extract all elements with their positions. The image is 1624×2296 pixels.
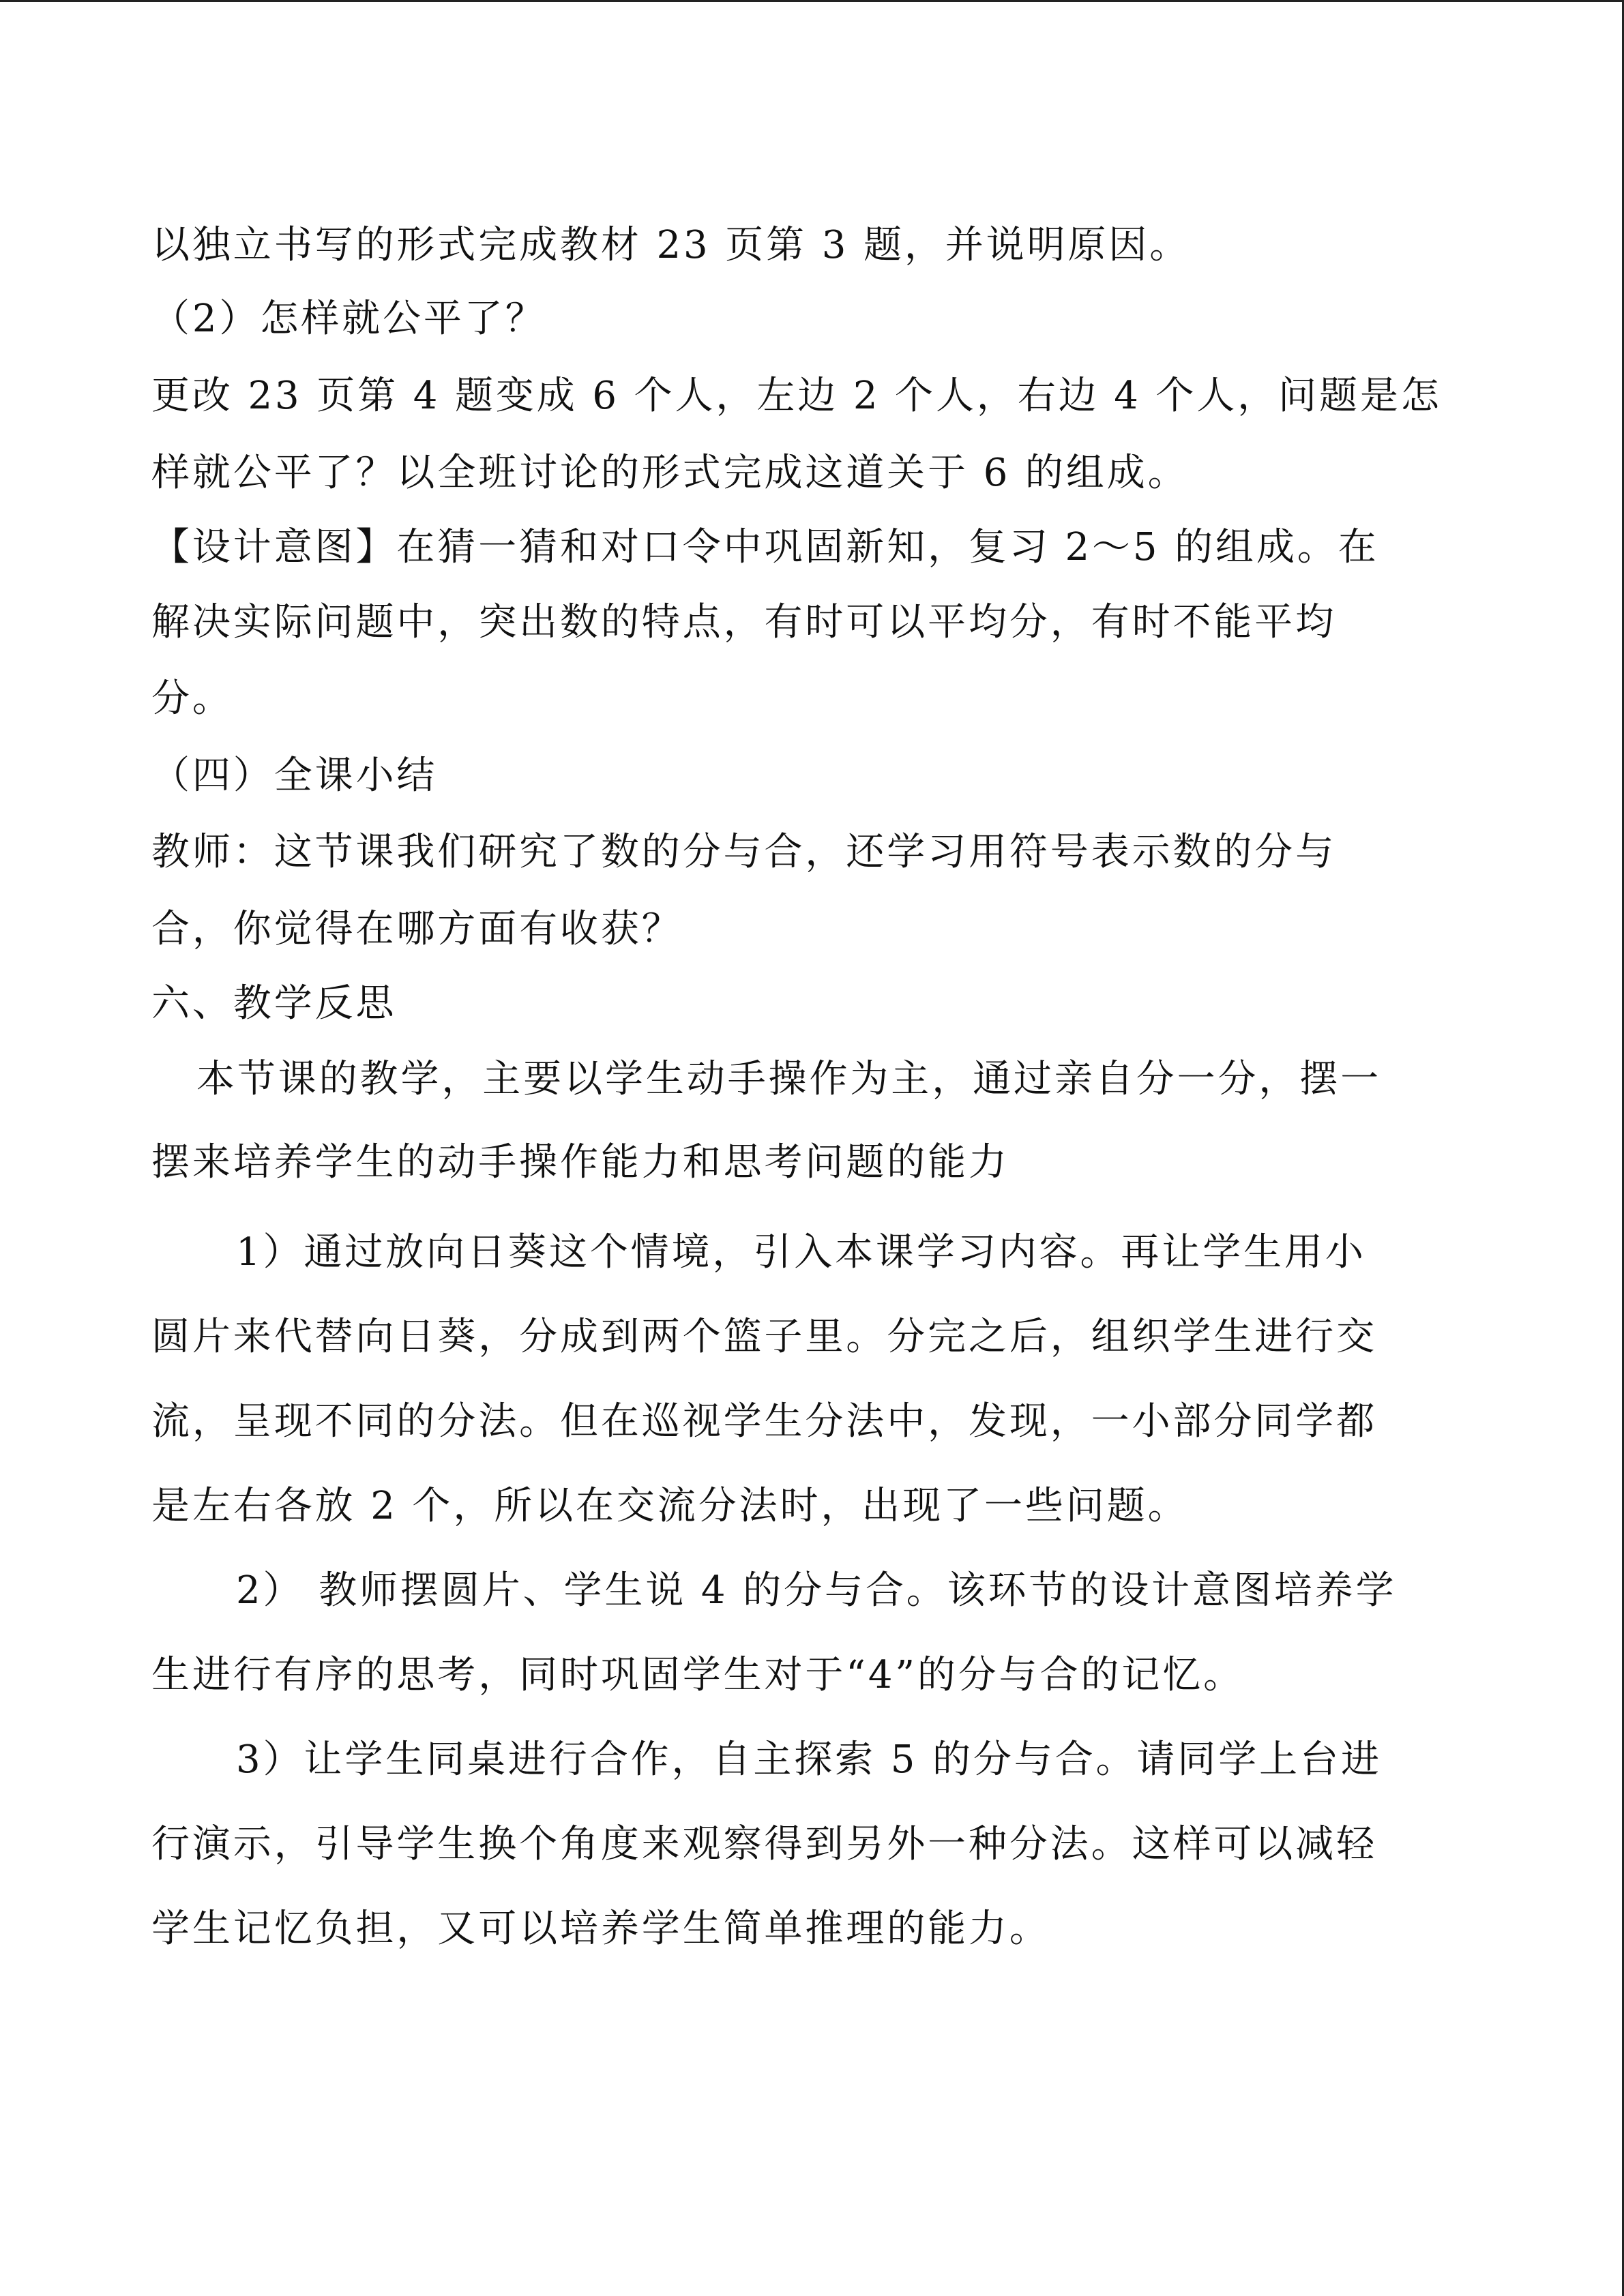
reflection-point-1-line-4: 是左右各放 2 个，所以在交流分法时，出现了一些问题。 bbox=[151, 1484, 1189, 1528]
design-intent-line-3: 分。 bbox=[151, 676, 233, 721]
teacher-line-1: 教师：这节课我们研究了数的分与合，还学习用符号表示数的分与 bbox=[151, 830, 1337, 874]
reflection-point-3-line-1: 3）让学生同桌进行合作，自主探索 5 的分与合。请同学上台进 bbox=[236, 1738, 1382, 1782]
section-heading-summary: （四）全课小结 bbox=[151, 754, 438, 798]
reflection-intro-line-2: 摆来培养学生的动手操作能力和思考问题的能力 bbox=[151, 1140, 1009, 1184]
subheading-2-fairness: （2）怎样就公平了？ bbox=[151, 297, 546, 341]
reflection-point-3-line-3: 学生记忆负担，又可以培养学生简单推理的能力。 bbox=[151, 1907, 1050, 1951]
reflection-point-2-line-1: 2） 教师摆圆片、学生说 4 的分与合。该环节的设计意图培养学 bbox=[236, 1568, 1397, 1613]
body-line-1: 以独立书写的形式完成教材 23 页第 3 题，并说明原因。 bbox=[151, 223, 1191, 267]
reflection-intro-line-1: 本节课的教学，主要以学生动手操作为主，通过亲自分一分，摆一 bbox=[196, 1057, 1382, 1101]
reflection-point-1-line-2: 圆片来代替向日葵，分成到两个篮子里。分完之后，组织学生进行交 bbox=[151, 1315, 1377, 1359]
design-intent-line-1: 【设计意图】在猜一猜和对口令中巩固新知，复习 2～5 的组成。在 bbox=[151, 525, 1379, 569]
design-intent-line-2: 解决实际问题中，突出数的特点，有时可以平均分，有时不能平均 bbox=[151, 600, 1337, 644]
reflection-point-2-line-2: 生进行有序的思考，同时巩固学生对于“4”的分与合的记忆。 bbox=[151, 1653, 1245, 1697]
teacher-line-2: 合，你觉得在哪方面有收获？ bbox=[151, 907, 683, 951]
body-line-4: 样就公平了？以全班讨论的形式完成这道关于 6 的组成。 bbox=[151, 451, 1189, 495]
reflection-point-3-line-2: 行演示，引导学生换个角度来观察得到另外一种分法。这样可以减轻 bbox=[151, 1822, 1377, 1866]
page-top-border bbox=[0, 0, 1624, 2]
body-line-3: 更改 23 页第 4 题变成 6 个人，左边 2 个人，右边 4 个人，问题是怎 bbox=[151, 374, 1442, 418]
reflection-point-1-line-3: 流，呈现不同的分法。但在巡视学生分法中，发现，一小部分同学都 bbox=[151, 1399, 1377, 1444]
reflection-point-1-line-1: 1）通过放向日葵这个情境，引入本课学习内容。再让学生用小 bbox=[236, 1230, 1366, 1274]
section-heading-reflection: 六、教学反思 bbox=[151, 981, 397, 1026]
